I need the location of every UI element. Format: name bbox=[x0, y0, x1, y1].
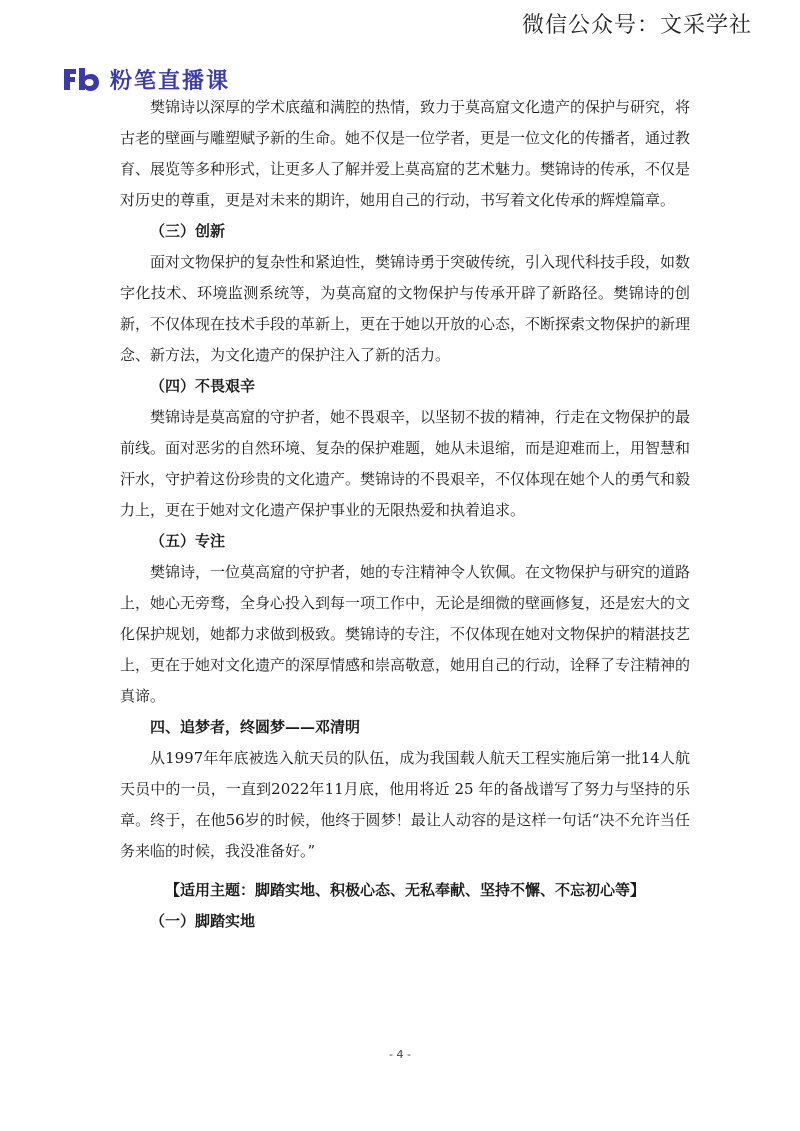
paragraph-perseverance: 樊锦诗是莫高窟的守护者，她不畏艰辛，以坚韧不拔的精神，行走在文物保护的最前线。面对恶劣的自然环境、复杂的保护难题，她从未退缩，而是迎难而上，用智慧和汗水，守护着这份珍贵的文化遗产。樊锦诗的不畏艰辛，不仅体现在她个人的勇气和毅力上，更在于她对文化遗产保护事业的无限热爱和执着追求。 bbox=[120, 408, 691, 519]
paragraph-deng-qingming: 从1997年年底被选入航天员的队伍，成为我国载人航天工程实施后第一批14人航天员中的一员，一直到2022年11月底，他用将近 25 年的备战谱写了努力与坚持的乐章。终于，在他56岁的时候，他终于圆梦！最让人动容的是这样一句话“决不允许当任务来临的时候，我没准备好。” bbox=[120, 749, 690, 860]
heading-perseverance: （四）不畏艰辛 bbox=[150, 377, 256, 395]
heading-down-to-earth: （一）脚踏实地 bbox=[150, 912, 256, 930]
paragraph-fan-jinshi-legacy: 樊锦诗以深厚的学术底蕴和满腔的热情，致力于莫高窟文化遗产的保护与研究，将古老的壁画与雕塑赋予新的生命。她不仅是一位学者，更是一位文化的传播者，通过教育、展览等多种形式，让更多人了解并爱上莫高窟的艺术魅力。樊锦诗的传承，不仅是对历史的尊重，更是对未来的期许，她用自己的行动，书写着文化传承的辉煌篇章。 bbox=[120, 98, 691, 209]
wechat-account-label: 微信公众号：文采学社 bbox=[521, 13, 752, 38]
document-body bbox=[120, 92, 690, 937]
section-heading-deng-qingming: 四、追梦者，终圆梦——邓清明 bbox=[150, 718, 361, 736]
heading-innovation: （三）创新 bbox=[150, 222, 226, 240]
brand-name: 粉笔直播课 bbox=[110, 68, 231, 94]
applicable-topics: 【适用主题：脚踏实地、积极心态、无私奉献、坚持不懈、不忘初心等】 bbox=[164, 881, 645, 899]
fb-logo-icon bbox=[62, 65, 102, 93]
paragraph-innovation: 面对文物保护的复杂性和紧迫性，樊锦诗勇于突破传统，引入现代科技手段，如数字化技术、环境监测系统等，为莫高窟的文物保护与传承开辟了新路径。樊锦诗的创新，不仅体现在技术手段的革新上，更在于她以开放的心态，不断探索文物保护的新理念、新方法，为文化遗产的保护注入了新的活力。 bbox=[120, 253, 691, 364]
brand-logo bbox=[62, 64, 230, 94]
page-number: - 4 - bbox=[389, 1048, 411, 1061]
heading-focus: （五）专注 bbox=[150, 532, 226, 550]
paragraph-focus: 樊锦诗，一位莫高窟的守护者，她的专注精神令人钦佩。在文物保护与研究的道路上，她心无旁骛，全身心投入到每一项工作中，无论是细微的壁画修复，还是宏大的文化保护规划，她都力求做到极致。樊锦诗的专注，不仅体现在她对文物保护的精湛技艺上，更在于她对文化遗产的深厚情感和崇高敬意，她用自己的行动，诠释了专注精神的真谛。 bbox=[120, 563, 691, 705]
